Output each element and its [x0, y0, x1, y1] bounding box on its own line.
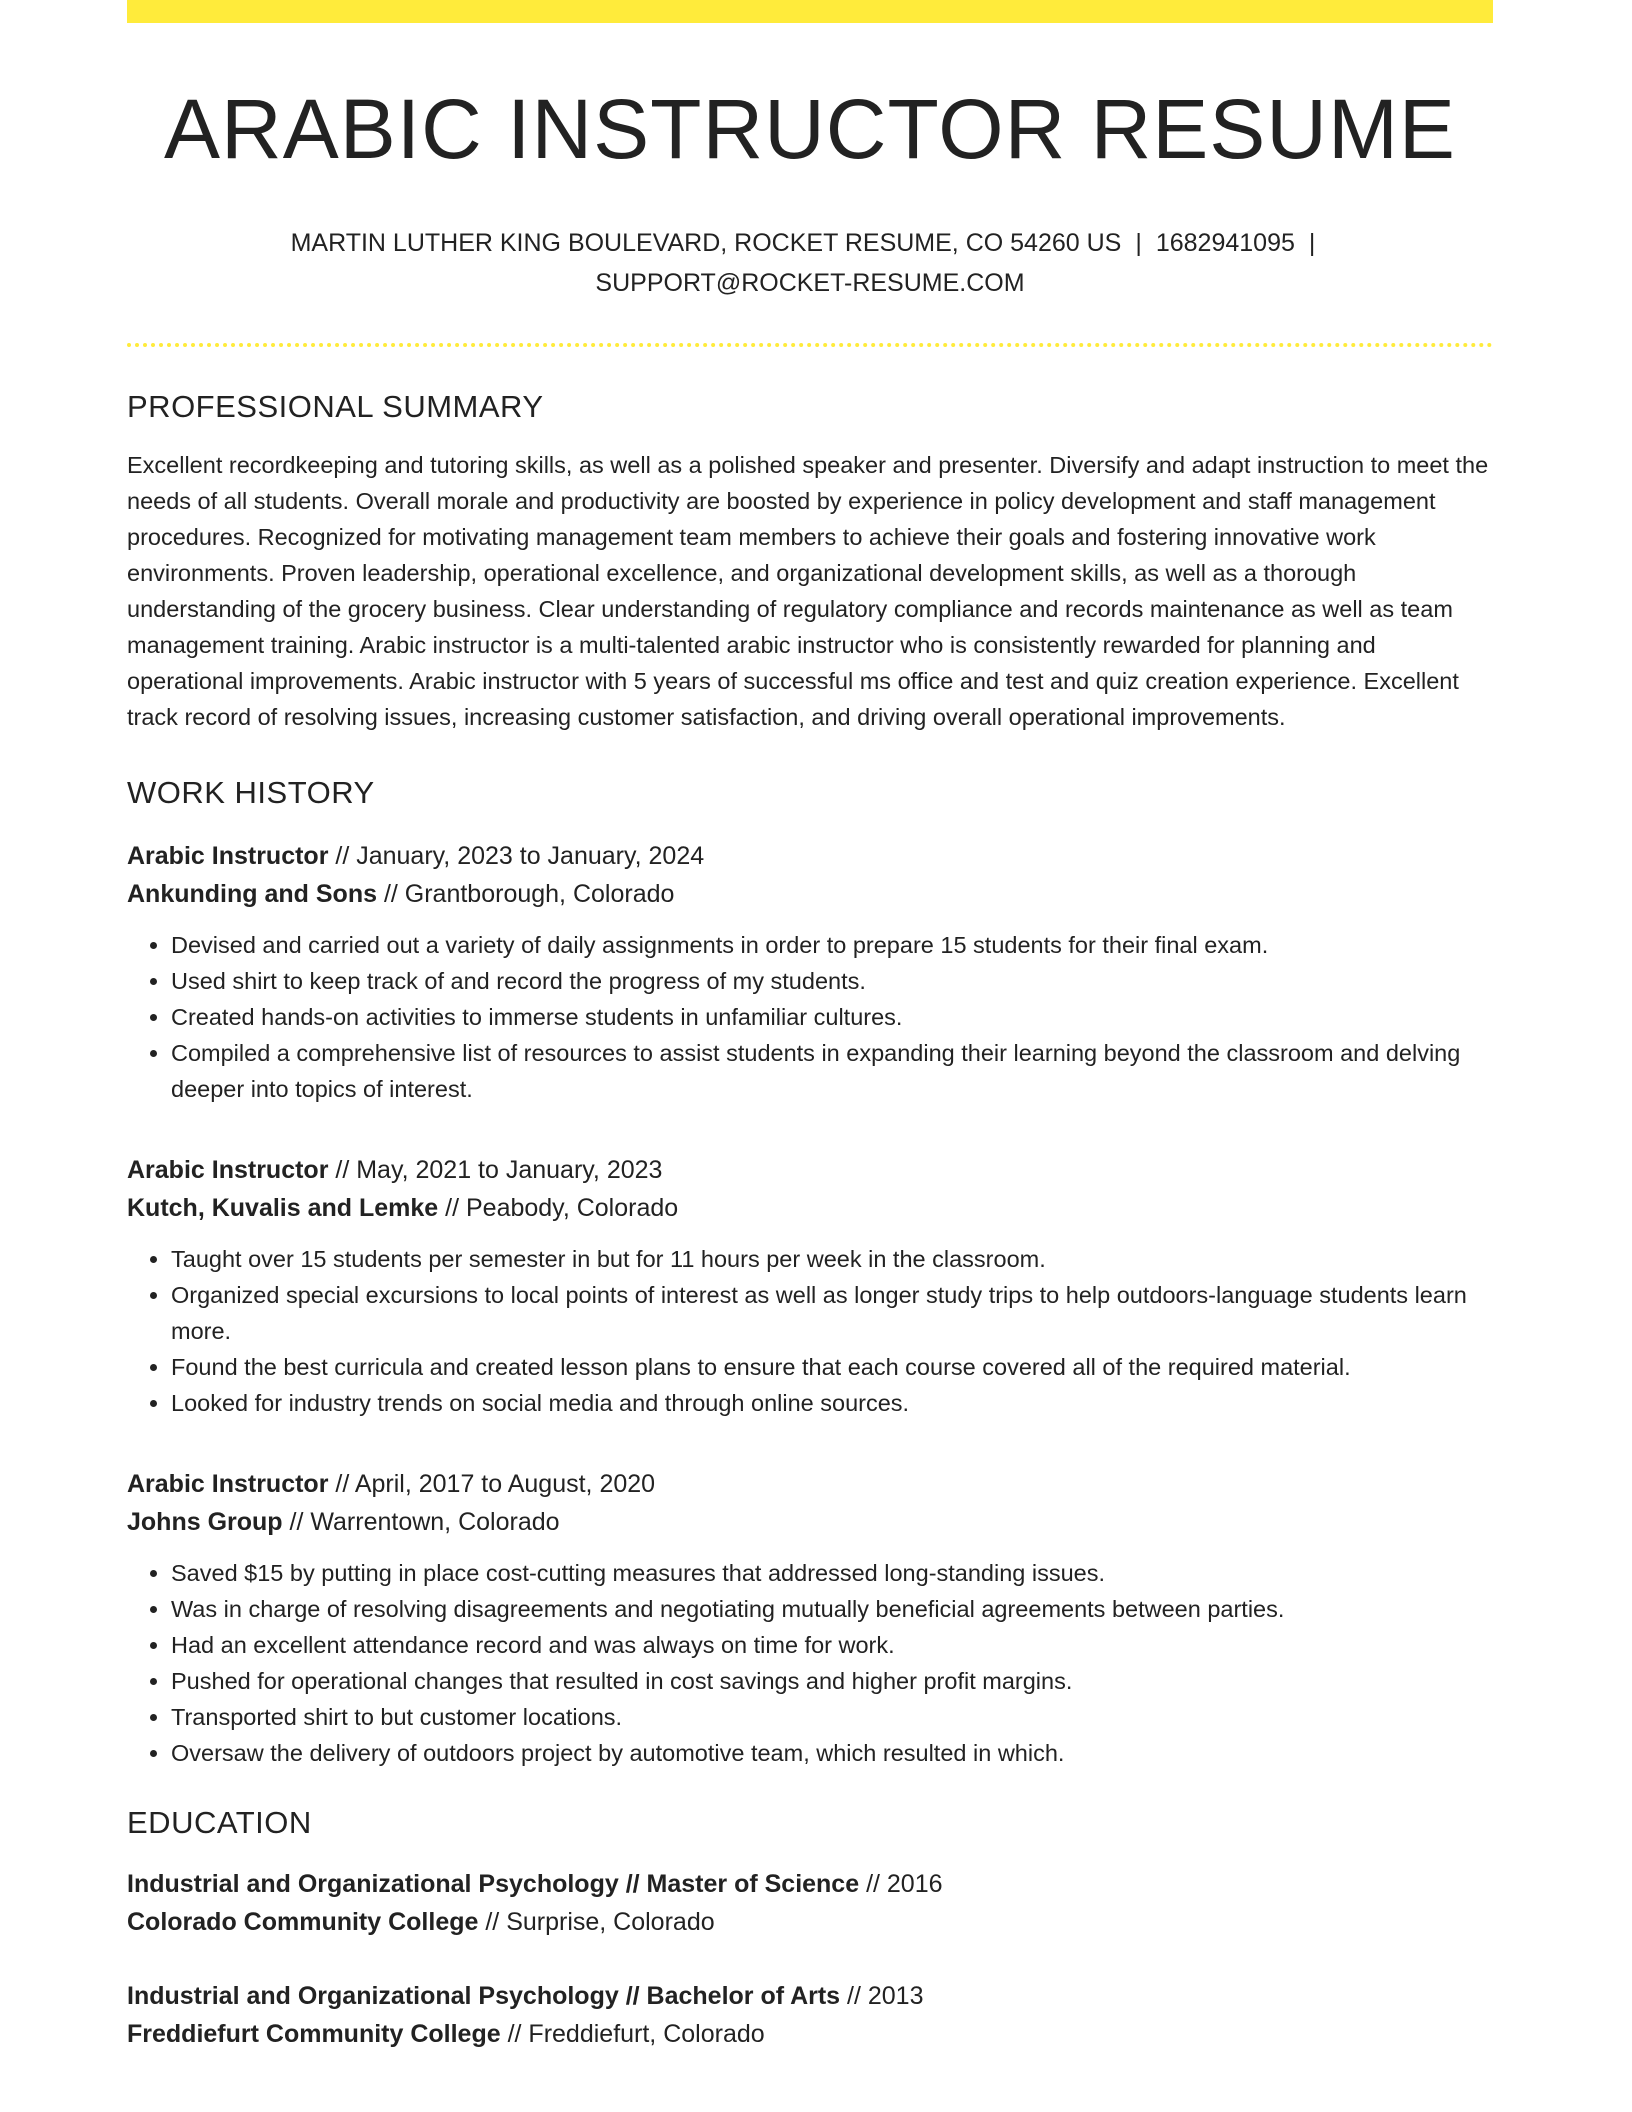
- summary-heading: PROFESSIONAL SUMMARY: [127, 389, 544, 425]
- education-degree-line: [127, 1977, 1493, 2015]
- job-bullets: [127, 1241, 1493, 1421]
- job-bullet: • Used shirt to keep track of and record the progress of my students.: [171, 963, 1493, 999]
- contact-info: [187, 223, 1433, 303]
- job-dates: // April, 2017 to August, 2020: [328, 1470, 656, 1499]
- job-bullets: [127, 927, 1493, 1107]
- education-year: // 2013: [840, 1982, 924, 2011]
- education-heading: EDUCATION: [127, 1805, 312, 1841]
- job-dates: // May, 2021 to January, 2023: [328, 1156, 663, 1185]
- job-bullet: • Taught over 15 students per semester in but for 11 hours per week in the classroom.: [171, 1241, 1493, 1277]
- job-company-line: [127, 1189, 1493, 1227]
- job-bullet: • Transported shirt to but customer locations.: [171, 1699, 1493, 1735]
- contact-separator: |: [1135, 229, 1142, 258]
- job-role: Arabic Instructor: [127, 1470, 329, 1499]
- education-degree: Industrial and Organizational Psychology // Master of Science: [127, 1870, 860, 1899]
- contact-separator: |: [1308, 229, 1316, 258]
- education-location: // Freddiefurt, Colorado: [500, 2020, 765, 2049]
- education-degree-line: [127, 1865, 1493, 1903]
- job-bullet: • Had an excellent attendance record and was always on time for work.: [171, 1627, 1493, 1663]
- job-bullet: • Pushed for operational changes that resulted in cost savings and higher profit margins.: [171, 1663, 1493, 1699]
- job-bullet: • Found the best curricula and created lesson plans to ensure that each course covered all of the required material.: [171, 1349, 1493, 1385]
- job-bullet: • Devised and carried out a variety of daily assignments in order to prepare 15 students for their final exam.: [171, 927, 1493, 963]
- education-degree: Industrial and Organizational Psychology // Bachelor of Arts: [127, 1982, 841, 2011]
- job-company: Kutch, Kuvalis and Lemke: [127, 1194, 439, 1223]
- summary-text: Excellent recordkeeping and tutoring skills, as well as a polished speaker and presenter. Diversify and adapt instruction to meet the needs of all students. Overall morale and productivity are boosted by experience in policy development and staff management procedures. Recognized for motivating management team members to achieve their goals and fostering innovative work environments. Proven leadership, operational excellence, and organizational development skills, as well as a thorough understanding of the grocery business. Clear understanding of regulatory compliance and records maintenance as well as team management training. Arabic instructor is a multi-talented arabic instructor who is consistently rewarded for planning and operational improvements. Arabic instructor with 5 years of successful ms office and test and quiz creation experience. Excellent track record of resolving issues, increasing customer satisfaction, and driving overall operational improvements.: [127, 452, 1489, 731]
- job-bullet: • Looked for industry trends on social media and through online sources.: [171, 1385, 1493, 1421]
- job-bullet: • Oversaw the delivery of outdoors project by automotive team, which resulted in which.: [171, 1735, 1493, 1771]
- job-entry: [127, 837, 1493, 1107]
- resume-page: [127, 0, 1493, 2053]
- job-company: Johns Group: [127, 1508, 283, 1537]
- work-history-heading: WORK HISTORY: [127, 775, 375, 811]
- contact-phone: 1682941095: [1155, 229, 1295, 258]
- job-company-line: [127, 875, 1493, 913]
- dotted-divider: [127, 343, 1493, 347]
- job-role-line: [127, 837, 1493, 875]
- job-bullets: [127, 1555, 1493, 1771]
- job-bullet: • Organized special excursions to local points of interest as well as longer study trips to help outdoors-language students learn more.: [171, 1277, 1493, 1349]
- education-location: // Surprise, Colorado: [478, 1908, 715, 1937]
- job-entry: [127, 1465, 1493, 1771]
- top-accent-bar: [127, 0, 1493, 23]
- education-school: Colorado Community College: [127, 1908, 479, 1937]
- job-location: // Warrentown, Colorado: [282, 1508, 560, 1537]
- education-school-line: [127, 1903, 1493, 1941]
- job-location: // Peabody, Colorado: [438, 1194, 679, 1223]
- job-company-line: [127, 1503, 1493, 1541]
- education-entry: [127, 1977, 1493, 2053]
- education-school-line: [127, 2015, 1493, 2053]
- job-role: Arabic Instructor: [127, 1156, 329, 1185]
- job-role-line: [127, 1465, 1493, 1503]
- job-location: // Grantborough, Colorado: [377, 880, 675, 909]
- job-company: Ankunding and Sons: [127, 880, 377, 909]
- job-role: Arabic Instructor: [127, 842, 329, 871]
- job-dates: // January, 2023 to January, 2024: [328, 842, 705, 871]
- job-role-line: [127, 1151, 1493, 1189]
- contact-email: SUPPORT@ROCKET-RESUME.COM: [595, 269, 1025, 298]
- job-bullet: • Created hands-on activities to immerse students in unfamiliar cultures.: [171, 999, 1493, 1035]
- job-bullet: • Was in charge of resolving disagreements and negotiating mutually beneficial agreements between parties.: [171, 1591, 1493, 1627]
- education-school: Freddiefurt Community College: [127, 2020, 501, 2049]
- education-entry: [127, 1865, 1493, 1941]
- education-year: // 2016: [859, 1870, 943, 1899]
- contact-address: MARTIN LUTHER KING BOULEVARD, ROCKET RESUME, CO 54260 US: [290, 229, 1122, 258]
- resume-title: ARABIC INSTRUCTOR RESUME: [164, 82, 1456, 176]
- job-entry: [127, 1151, 1493, 1421]
- job-bullet: • Saved $15 by putting in place cost-cutting measures that addressed long-standing issues.: [171, 1555, 1493, 1591]
- job-bullet: • Compiled a comprehensive list of resources to assist students in expanding their learning beyond the classroom and delving deeper into topics of interest.: [171, 1035, 1493, 1107]
